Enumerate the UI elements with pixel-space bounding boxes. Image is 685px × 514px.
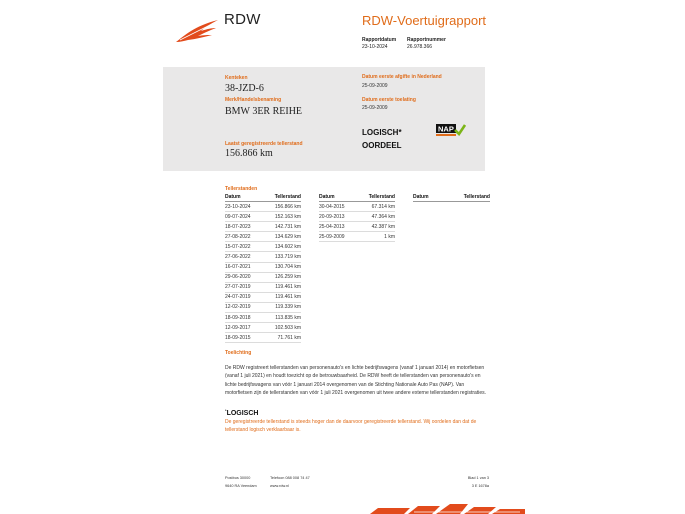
verdict-line-1: LOGISCH*	[362, 128, 402, 137]
explanation-title: Toelichting	[225, 350, 252, 356]
report-number-block	[407, 37, 446, 51]
footer-postbus: Postbus 30000	[225, 476, 251, 480]
table-row	[225, 252, 301, 262]
reading-value: 126.259 km	[274, 274, 301, 281]
table-row	[225, 222, 301, 232]
reading-date: 27-07-2019	[225, 284, 251, 291]
footer-web[interactable]: www.rdw.nl	[270, 484, 289, 488]
footer-page: Blad 1 van 3	[467, 476, 489, 480]
reading-date: 24-07-2019	[225, 294, 251, 301]
table-row	[225, 323, 301, 333]
plate-value: 38-JZD-6	[225, 83, 264, 94]
reading-value: 142.731 km	[274, 223, 301, 230]
table-row	[225, 273, 301, 283]
first-nl-value: 25-09-2009	[362, 83, 388, 89]
reading-value: 1 km	[384, 233, 395, 240]
table-row	[319, 232, 395, 242]
table-row	[225, 303, 301, 313]
reading-value: 119.461 km	[275, 284, 301, 291]
table-row	[225, 212, 301, 222]
nap-text: NAP	[438, 124, 454, 134]
col-value-header: Tellerstand	[274, 194, 301, 200]
reading-date: 27-06-2022	[225, 254, 251, 261]
reading-date: 20-09-2013	[319, 213, 345, 220]
table-row	[225, 232, 301, 242]
readings-table-3	[413, 194, 490, 202]
footer-page-info	[451, 474, 489, 490]
table-row	[225, 313, 301, 323]
logisch-text: De geregistreerde tellerstand is steeds hoger dan de daarvoor geregistreerde tellerstand. Wij oordelen dan dat de tellerstand logisch verklaarbaar is.	[225, 419, 477, 434]
logisch-mark: *	[225, 408, 227, 413]
footer-address	[225, 474, 257, 490]
reading-date: 18-07-2023	[225, 223, 251, 230]
logisch-heading	[225, 408, 258, 417]
reading-value: 67.314 km	[371, 203, 395, 210]
logisch-title: LOGISCH	[226, 410, 259, 417]
reading-value: 156.866 km	[274, 203, 301, 210]
make-value: BMW 3ER REIHE	[225, 106, 303, 117]
first-nl-label: Datum eerste afgifte in Nederland	[362, 74, 442, 80]
reading-date: 16-07-2021	[225, 264, 251, 271]
footer-contact	[270, 474, 310, 490]
reading-value: 113.835 km	[275, 314, 301, 321]
table-row	[319, 202, 395, 212]
nap-check-logo-icon	[436, 124, 466, 136]
reading-value: 42.387 km	[371, 223, 395, 230]
first-admission-value: 25-09-2009	[362, 105, 388, 111]
reading-value: 134.602 km	[274, 243, 301, 250]
odometer-value: 156.866 km	[225, 148, 273, 159]
table-row	[225, 263, 301, 273]
reading-value: 47.364 km	[371, 213, 395, 220]
table-row	[225, 283, 301, 293]
first-admission-label: Datum eerste toelating	[362, 97, 416, 103]
table-row	[225, 333, 301, 343]
reading-value: 134.629 km	[274, 233, 301, 240]
reading-date: 23-10-2024	[225, 203, 251, 210]
table-row	[225, 293, 301, 303]
reading-value: 130.704 km	[274, 264, 301, 271]
verdict	[362, 126, 402, 152]
col-date-header: Datum	[225, 194, 241, 200]
readings-title: Tellerstanden	[225, 186, 258, 192]
report-date-block	[362, 37, 396, 51]
table-row	[319, 212, 395, 222]
reading-date: 25-04-2013	[319, 223, 345, 230]
rdw-wing-logo-icon	[174, 18, 220, 44]
report-number-label: Rapportnummer	[407, 37, 446, 43]
table-row	[225, 202, 301, 212]
col-date-header: Datum	[319, 194, 335, 200]
table-header	[225, 194, 301, 202]
reading-date: 12-09-2017	[225, 324, 251, 331]
reading-value: 133.719 km	[274, 254, 301, 261]
footer-phone: Telefoon 088 008 74 47	[270, 476, 310, 480]
plate-label: Kenteken	[225, 75, 248, 81]
table-row	[319, 222, 395, 232]
reading-date: 30-04-2015	[319, 203, 345, 210]
col-date-header: Datum	[413, 194, 429, 200]
explanation-text: De RDW registreert tellerstanden van personenauto's en lichte bedrijfswagens (vanaf 1 januari 2014) en motorfietsen (vanaf 1 juli 2021) en houdt toezicht op de betrouwbaarheid. De RDW heeft de tellerstanden van personenauto's en lichte bedrijfswagens van vóór 1 januari 2014 overgenomen van de Stichting Nationale Auto Pas (NAP). Van motorfietsen zijn de tellerstanden van vóór 1 juli 2021 overgenomen uit twee andere externe tellerstanden registraties.	[225, 365, 486, 397]
col-value-header: Tellerstand	[463, 194, 490, 200]
reading-date: 18-09-2015	[225, 334, 251, 341]
reading-value: 152.163 km	[274, 213, 301, 220]
odometer-label: Laatst geregistreerde tellerstand	[225, 141, 303, 147]
report-date-value: 23-10-2024	[362, 44, 388, 50]
footer-decoration-stripe	[370, 503, 525, 514]
footer-city: 9640 RA Veendam	[225, 484, 257, 488]
reading-date: 15-07-2022	[225, 243, 251, 250]
report-title: RDW-Voertuigrapport	[362, 13, 487, 28]
reading-date: 09-07-2024	[225, 213, 251, 220]
vehicle-summary-panel	[163, 67, 485, 171]
readings-table-1	[225, 194, 301, 343]
reading-date: 18-09-2018	[225, 314, 251, 321]
readings-table-2	[319, 194, 395, 242]
report-number-value: 26.978.366	[407, 44, 433, 50]
reading-value: 119.339 km	[275, 304, 301, 311]
reading-value: 71.761 km	[277, 334, 301, 341]
table-row	[225, 242, 301, 252]
reading-date: 25-09-2009	[319, 233, 345, 240]
reading-value: 119.461 km	[275, 294, 301, 301]
table-header	[413, 194, 490, 202]
reading-date: 12-02-2019	[225, 304, 251, 311]
table-header	[319, 194, 395, 202]
reading-date: 27-08-2022	[225, 233, 251, 240]
footer-code: 3 E 1678a	[471, 484, 489, 488]
make-label: Merk/Handelsbenaming	[225, 97, 282, 103]
reading-value: 102.503 km	[274, 324, 301, 331]
col-value-header: Tellerstand	[368, 194, 395, 200]
report-date-label: Rapportdatum	[362, 37, 397, 43]
verdict-line-2: OORDEEL	[362, 141, 402, 150]
brand-name: RDW	[224, 11, 261, 28]
reading-date: 29-06-2020	[225, 274, 251, 281]
